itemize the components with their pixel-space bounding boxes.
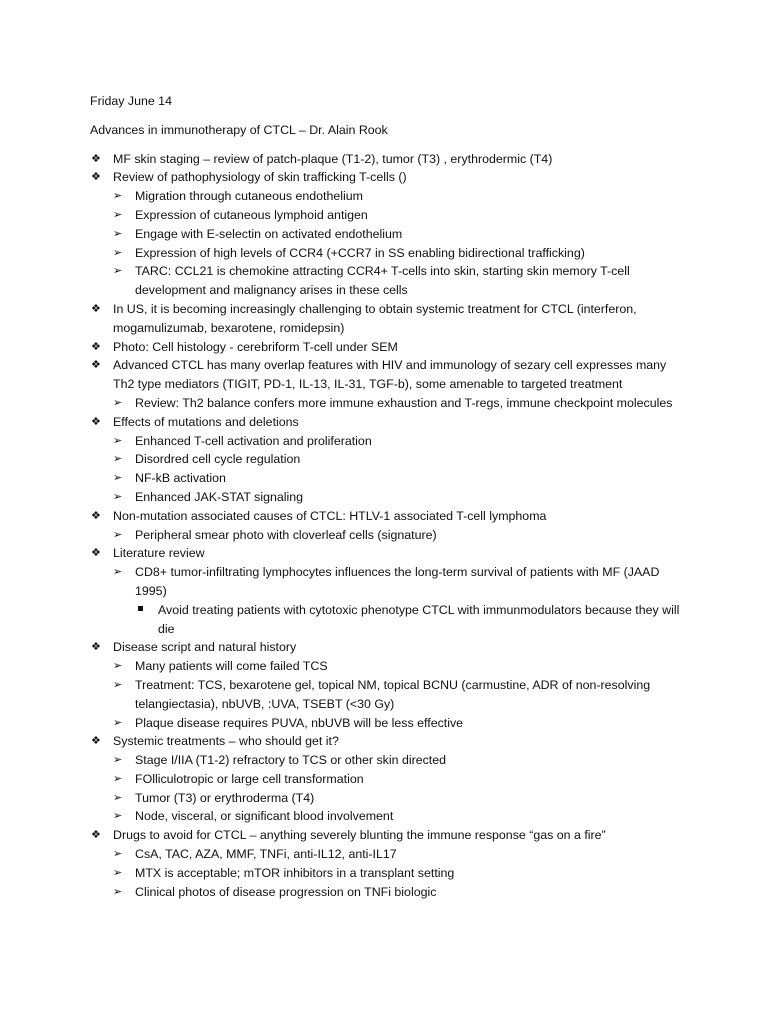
arrowhead-bullet-icon: ➢: [113, 678, 123, 691]
sub-bullet-item: [90, 469, 690, 488]
sub-bullet-item: [90, 563, 690, 601]
diamond-bullet-icon: ❖: [91, 415, 101, 428]
sub-bullet-item: [90, 262, 690, 300]
diamond-bullet-icon: ❖: [91, 509, 101, 522]
sub-bullet-item: [90, 450, 690, 469]
item-text: Migration through cutaneous endothelium: [135, 189, 363, 204]
bullet-item: [90, 826, 690, 845]
item-text: Effects of mutations and deletions: [113, 414, 299, 429]
item-text: Stage I/IIA (T1-2) refractory to TCS or other skin directed: [135, 753, 447, 768]
arrowhead-bullet-icon: ➢: [113, 660, 123, 673]
item-text: Treatment: TCS, bexarotene gel, topical NM, topical BCNU (carmustine, ADR of non-resolving telangiectasia), nbUVB, :UVA, TSEBT (<30 Gy): [135, 677, 651, 711]
sub-bullet-item: [90, 526, 690, 545]
item-text: Disordred cell cycle regulation: [135, 452, 301, 467]
arrowhead-bullet-icon: ➢: [113, 472, 123, 485]
arrowhead-bullet-icon: ➢: [113, 716, 123, 729]
item-text: Many patients will come failed TCS: [135, 659, 328, 674]
arrowhead-bullet-icon: ➢: [113, 434, 123, 447]
sub-bullet-item: [90, 845, 690, 864]
arrowhead-bullet-icon: ➢: [113, 528, 123, 541]
sub-bullet-item: [90, 244, 690, 263]
diamond-bullet-icon: ❖: [91, 829, 101, 842]
sub-bullet-item: [90, 657, 690, 676]
sub-bullet-item: [90, 807, 690, 826]
sub-bullet-item: [90, 225, 690, 244]
item-text: Avoid treating patients with cytotoxic phenotype CTCL with immunmodulators because they will die: [158, 602, 680, 636]
item-text: Drugs to avoid for CTCL – anything severely blunting the immune response “gas on a fire”: [113, 828, 606, 843]
item-text: Peripheral smear photo with cloverleaf cells (signature): [135, 527, 437, 542]
arrowhead-bullet-icon: ➢: [113, 791, 123, 804]
sub-bullet-item: [90, 789, 690, 808]
arrowhead-bullet-icon: ➢: [113, 453, 123, 466]
arrowhead-bullet-icon: ➢: [113, 754, 123, 767]
arrowhead-bullet-icon: ➢: [113, 190, 123, 203]
diamond-bullet-icon: ❖: [91, 152, 101, 165]
arrowhead-bullet-icon: ➢: [113, 227, 123, 240]
diamond-bullet-icon: ❖: [91, 302, 101, 315]
diamond-bullet-icon: ❖: [91, 359, 101, 372]
sub-bullet-item: [90, 488, 690, 507]
arrowhead-bullet-icon: ➢: [113, 848, 123, 861]
sub-bullet-item: [90, 714, 690, 733]
bullet-item: [90, 544, 690, 563]
item-text: Expression of cutaneous lymphoid antigen: [135, 207, 368, 222]
arrowhead-bullet-icon: ➢: [113, 885, 123, 898]
item-text: NF-kB activation: [135, 471, 226, 486]
item-text: Advanced CTCL has many overlap features with HIV and immunology of sezary cell expresses many Th2 type mediators (TIGIT, PD-1, IL-13, IL-31, TGF-b), some amenable to targeted treatment: [113, 358, 667, 392]
diamond-bullet-icon: ❖: [91, 171, 101, 184]
arrowhead-bullet-icon: ➢: [113, 566, 123, 579]
bullet-item: [90, 300, 690, 338]
arrowhead-bullet-icon: ➢: [113, 772, 123, 785]
sub-bullet-item: [90, 883, 690, 902]
item-text: Plaque disease requires PUVA, nbUVB will be less effective: [135, 715, 464, 730]
item-text: CD8+ tumor-infiltrating lymphocytes influences the long-term survival of patients with MF (JAAD 1995): [135, 565, 660, 598]
arrowhead-bullet-icon: ➢: [113, 866, 123, 879]
arrowhead-bullet-icon: ➢: [113, 810, 123, 823]
item-text: Review of pathophysiology of skin trafficking T-cells (): [113, 170, 407, 185]
sub-bullet-item: [90, 770, 690, 789]
item-text: Expression of high levels of CCR4 (+CCR7 in SS enabling bidirectional trafficking): [135, 245, 585, 260]
notes-list: [90, 150, 690, 902]
bullet-item: [90, 150, 690, 169]
sub-bullet-item: [90, 432, 690, 451]
sub-sub-bullet-item: [90, 601, 690, 639]
item-text: CsA, TAC, AZA, MMF, TNFi, anti-IL12, anti-IL17: [135, 847, 397, 862]
bullet-item: [90, 507, 690, 526]
item-text: Node, visceral, or significant blood involvement: [135, 809, 394, 824]
document-page: [90, 92, 690, 901]
date-heading: Friday June 14: [90, 94, 172, 108]
item-text: In US, it is becoming increasingly challenging to obtain systemic treatment for CTCL (interferon, mogamulizumab, bexarotene, romidepsin): [113, 301, 637, 335]
bullet-item: [90, 732, 690, 751]
arrowhead-bullet-icon: ➢: [113, 490, 123, 503]
item-text: Tumor (T3) or erythroderma (T4): [135, 790, 315, 805]
diamond-bullet-icon: ❖: [91, 547, 101, 560]
item-text: MF skin staging – review of patch-plaque (T1-2), tumor (T3) , erythrodermic (T4): [113, 151, 553, 166]
sub-bullet-item: [90, 864, 690, 883]
item-text: Enhanced JAK-STAT signaling: [135, 489, 304, 504]
sub-bullet-item: [90, 206, 690, 225]
item-text: Systemic treatments – who should get it?: [113, 734, 339, 749]
item-text: Engage with E-selectin on activated endothelium: [135, 226, 403, 241]
sub-bullet-item: [90, 676, 690, 714]
bullet-item: [90, 638, 690, 657]
lecture-title: Advances in immunotherapy of CTCL – Dr. Alain Rook: [90, 122, 388, 137]
diamond-bullet-icon: ❖: [91, 641, 101, 654]
item-text: TARC: CCL21 is chemokine attracting CCR4+ T-cells into skin, starting skin memory T-cell development and malignancy arises in these cells: [135, 264, 630, 298]
item-text: MTX is acceptable; mTOR inhibitors in a transplant setting: [135, 865, 455, 880]
item-text: Clinical photos of disease progression on TNFi biologic: [135, 884, 437, 899]
item-text: Non-mutation associated causes of CTCL: HTLV-1 associated T-cell lymphoma: [113, 508, 547, 523]
item-text: Photo: Cell histology - cerebriform T-cell under SEM: [113, 339, 398, 354]
bullet-item: [90, 168, 690, 187]
diamond-bullet-icon: ❖: [91, 340, 101, 353]
diamond-bullet-icon: ❖: [91, 735, 101, 748]
item-text: Enhanced T-cell activation and proliferation: [135, 433, 372, 448]
square-bullet-icon: [138, 601, 143, 620]
sub-bullet-item: [90, 751, 690, 770]
sub-bullet-item: [90, 187, 690, 206]
arrowhead-bullet-icon: ➢: [113, 265, 123, 278]
bullet-item: [90, 413, 690, 432]
item-text: Review: Th2 balance confers more immune exhaustion and T-regs, immune checkpoint molecules: [135, 395, 673, 410]
arrowhead-bullet-icon: ➢: [113, 208, 123, 221]
sub-bullet-item: [90, 394, 690, 413]
arrowhead-bullet-icon: ➢: [113, 396, 123, 409]
bullet-item: [90, 338, 690, 357]
bullet-item: [90, 356, 690, 394]
item-text: Literature review: [113, 546, 205, 561]
item-text: Disease script and natural history: [113, 640, 297, 655]
item-text: FOlliculotropic or large cell transformation: [135, 771, 364, 786]
arrowhead-bullet-icon: ➢: [113, 246, 123, 259]
